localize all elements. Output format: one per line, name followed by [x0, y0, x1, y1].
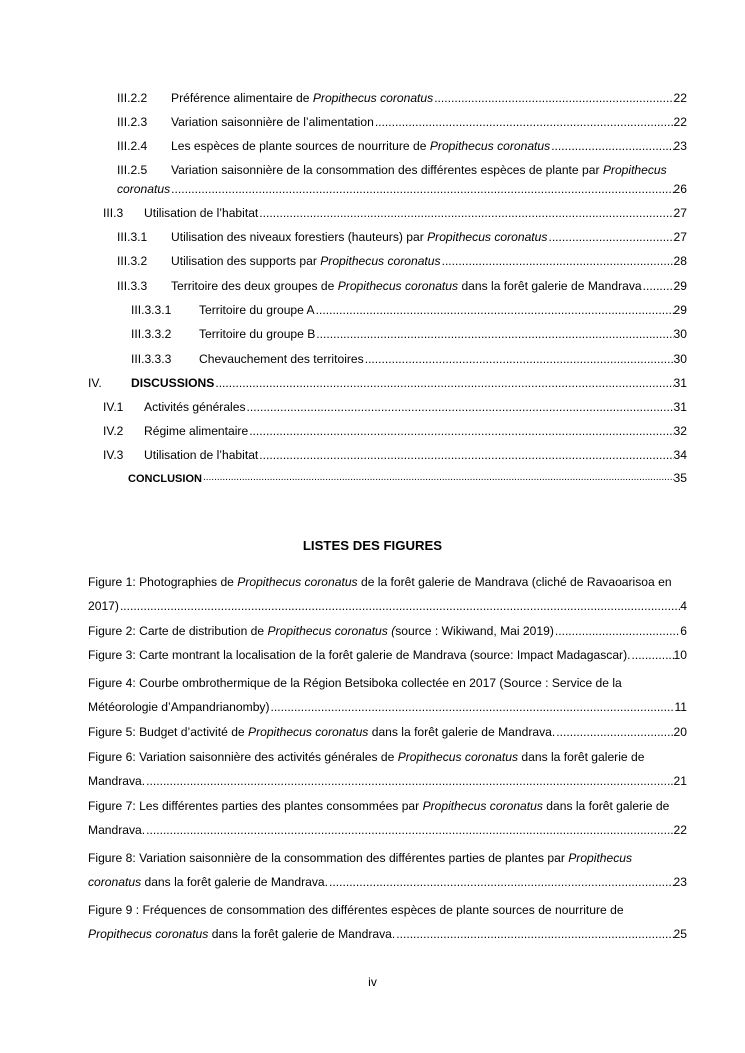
toc-entry-page: 29 — [673, 303, 687, 317]
figure-entry — [0, 748, 687, 766]
figure-entry-page: 21 — [673, 774, 687, 788]
toc-entry-page: 31 — [673, 376, 687, 390]
figure-entry-text: Mandrava. — [88, 823, 146, 837]
toc-entry — [0, 350, 687, 368]
toc-entry-dot-leader — [171, 180, 673, 198]
toc-entry — [0, 301, 687, 319]
figure-entry-text: Figure 2: Carte de distribution de Propithecus coronatus (source : Wikiwand, Mai 2019) — [88, 624, 554, 638]
toc-entry — [0, 228, 687, 246]
figure-entry-page: 23 — [673, 875, 687, 889]
toc-entry-page: 22 — [673, 91, 687, 105]
figure-entry-dot-leader — [146, 821, 673, 839]
figure-entry-dot-leader — [271, 698, 675, 716]
toc-entry-dot-leader — [247, 398, 674, 416]
toc-entry-text: Utilisation des supports par Propithecus coronatus — [171, 254, 441, 268]
figure-entry-page: 25 — [673, 927, 687, 941]
toc-entry-text: Utilisation de l’habitat — [144, 448, 259, 462]
figure-entry — [0, 772, 687, 790]
figure-entry — [0, 674, 687, 692]
toc-entry-text: coronatus — [117, 182, 171, 196]
figure-entry — [0, 849, 687, 867]
toc-entry-number: III.2.3 — [117, 115, 148, 129]
toc-entry-number: IV.1 — [103, 400, 124, 414]
toc-entry-page: 34 — [673, 448, 687, 462]
toc-entry — [0, 374, 687, 392]
toc-entry-dot-leader — [375, 113, 674, 131]
toc-entry — [0, 161, 687, 179]
figure-entry-page: 10 — [673, 648, 687, 662]
figures-list-title: LISTES DES FIGURES — [302, 538, 443, 553]
toc-entry-text: CONCLUSION — [128, 473, 202, 485]
toc-entry — [0, 204, 687, 222]
toc-entry — [0, 277, 687, 295]
toc-entry — [0, 252, 687, 270]
toc-entry-number: III.2.5 — [117, 163, 148, 177]
figure-entry-dot-leader — [329, 873, 674, 891]
figure-entry-text: coronatus dans la forêt galerie de Mandrava. — [88, 875, 329, 889]
toc-entry-dot-leader — [249, 422, 673, 440]
figure-entry-dot-leader — [396, 925, 673, 943]
figure-entry-page: 4 — [680, 599, 687, 613]
toc-entry-text: Variation saisonnière de l’alimentation — [171, 115, 374, 129]
page-number: iv — [368, 975, 377, 989]
toc-entry-number: III.3.3.3 — [131, 352, 172, 366]
figure-entry-dot-leader — [120, 597, 680, 615]
toc-entry-page: 28 — [673, 254, 687, 268]
toc-entry-number: IV.3 — [103, 448, 124, 462]
toc-entry-page: 35 — [673, 471, 687, 485]
figure-entry-text: Figure 6: Variation saisonnière des activités générales de Propithecus coronatus dans la forêt galerie de — [88, 750, 645, 764]
toc-entry-number: III.3.1 — [117, 230, 148, 244]
toc-entry — [0, 398, 687, 416]
figure-entry-text: Figure 7: Les différentes parties des plantes consommées par Propithecus coronatus dans la forêt galerie de — [88, 799, 670, 813]
toc-entry-page: 26 — [673, 182, 687, 196]
figure-entry — [0, 646, 687, 664]
toc-entry-page: 30 — [673, 352, 687, 366]
figure-entry-text: Propithecus coronatus dans la forêt galerie de Mandrava. — [88, 927, 396, 941]
figure-entry — [0, 901, 687, 919]
toc-entry-dot-leader — [365, 350, 674, 368]
toc-entry-text: Régime alimentaire — [144, 424, 249, 438]
toc-entry-page: 29 — [673, 279, 687, 293]
toc-entry-page: 27 — [673, 230, 687, 244]
toc-entry-dot-leader — [548, 228, 673, 246]
toc-entry-text: Utilisation des niveaux forestiers (hauteurs) par Propithecus coronatus — [171, 230, 548, 244]
figure-entry-text: Figure 1: Photographies de Propithecus coronatus de la forêt galerie de Mandrava (cliché de Ravaoarisoa en — [88, 575, 672, 589]
toc-entry-text: Territoire du groupe A — [199, 303, 315, 317]
toc-entry-dot-leader — [643, 277, 674, 295]
toc-entry-text: Les espèces de plante sources de nourriture de Propithecus coronatus — [171, 139, 551, 153]
toc-entry-page: 27 — [673, 206, 687, 220]
toc-entry-text: Utilisation de l’habitat — [144, 206, 259, 220]
figure-entry-page: 22 — [673, 823, 687, 837]
figure-entry — [0, 597, 687, 615]
toc-entry-text: Préférence alimentaire de Propithecus coronatus — [171, 91, 434, 105]
figure-entry-page: 6 — [680, 624, 687, 638]
figure-entry — [0, 622, 687, 640]
figure-entry-text: Figure 9 : Fréquences de consommation des différentes espèces de plante sources de nourriture de — [88, 903, 624, 917]
toc-entry-dot-leader — [259, 204, 673, 222]
figure-entry — [0, 925, 687, 943]
toc-entry-number: IV. — [88, 376, 102, 390]
figure-entry-text: Météorologie d’Ampandrianomby) — [88, 700, 270, 714]
toc-entry-page: 23 — [673, 139, 687, 153]
toc-entry — [0, 325, 687, 343]
toc-entry-number: III.3.3.2 — [131, 327, 172, 341]
toc-entry-number: III.3.3.1 — [131, 303, 172, 317]
toc-entry — [0, 89, 687, 107]
figure-entry-text: 2017) — [88, 599, 119, 613]
toc-entry-dot-leader — [259, 446, 673, 464]
toc-entry-page: 30 — [673, 327, 687, 341]
toc-entry-number: III.2.2 — [117, 91, 148, 105]
toc-entry-number: III.3.3 — [117, 279, 148, 293]
figure-entry — [0, 821, 687, 839]
toc-entry — [0, 137, 687, 155]
toc-entry-page: 22 — [673, 115, 687, 129]
toc-entry-text: Territoire des deux groupes de Propithecus coronatus dans la forêt galerie de Mandrava — [171, 279, 642, 293]
toc-entry — [0, 469, 687, 487]
toc-entry-text: Variation saisonnière de la consommation des différentes espèces de plante par Propithecus — [171, 163, 667, 177]
toc-entry-text: DISCUSSIONS — [131, 376, 215, 390]
toc-entry-text: Territoire du groupe B — [199, 327, 316, 341]
figure-entry-text: Figure 4: Courbe ombrothermique de la Région Betsiboka collectée en 2017 (Source : Service de la — [88, 676, 622, 690]
toc-entry-number: IV.2 — [103, 424, 124, 438]
figure-entry-dot-leader — [556, 723, 673, 741]
toc-entry — [0, 113, 687, 131]
toc-entry-page: 32 — [673, 424, 687, 438]
figure-entry — [0, 573, 687, 591]
figure-entry-text: Figure 8: Variation saisonnière de la consommation des différentes parties de plantes par Propithecus — [88, 851, 633, 865]
toc-entry-page: 31 — [673, 400, 687, 414]
toc-entry-dot-leader — [316, 325, 673, 343]
toc-entry-dot-leader — [316, 301, 674, 319]
toc-entry — [0, 180, 687, 198]
toc-entry — [0, 446, 687, 464]
figure-entry-dot-leader — [631, 646, 673, 664]
figure-entry — [0, 873, 687, 891]
figure-entry — [0, 797, 687, 815]
figure-entry-page: 20 — [673, 725, 687, 739]
toc-entry-dot-leader — [434, 89, 673, 107]
toc-entry-text: Chevauchement des territoires — [199, 352, 364, 366]
figure-entry — [0, 698, 687, 716]
toc-entry-dot-leader — [203, 469, 674, 488]
figure-entry-dot-leader — [146, 772, 673, 790]
toc-entry — [0, 422, 687, 440]
toc-entry-dot-leader — [215, 374, 673, 392]
figure-entry-text: Figure 5: Budget d’activité de Propithecus coronatus dans la forêt galerie de Mandrava. — [88, 725, 556, 739]
toc-entry-number: III.3.2 — [117, 254, 148, 268]
figure-entry-text: Figure 3: Carte montrant la localisation de la forêt galerie de Mandrava (source: Impact Madagascar). — [88, 648, 631, 662]
toc-entry-dot-leader — [442, 252, 674, 270]
figure-entry-dot-leader — [555, 622, 680, 640]
toc-entry-number: III.3 — [103, 206, 124, 220]
figure-entry — [0, 723, 687, 741]
toc-entry-number: III.2.4 — [117, 139, 148, 153]
figure-entry-page: 11 — [674, 700, 687, 714]
toc-entry-text: Activités générales — [144, 400, 246, 414]
figure-entry-text: Mandrava. — [88, 774, 146, 788]
toc-entry-dot-leader — [551, 137, 673, 155]
